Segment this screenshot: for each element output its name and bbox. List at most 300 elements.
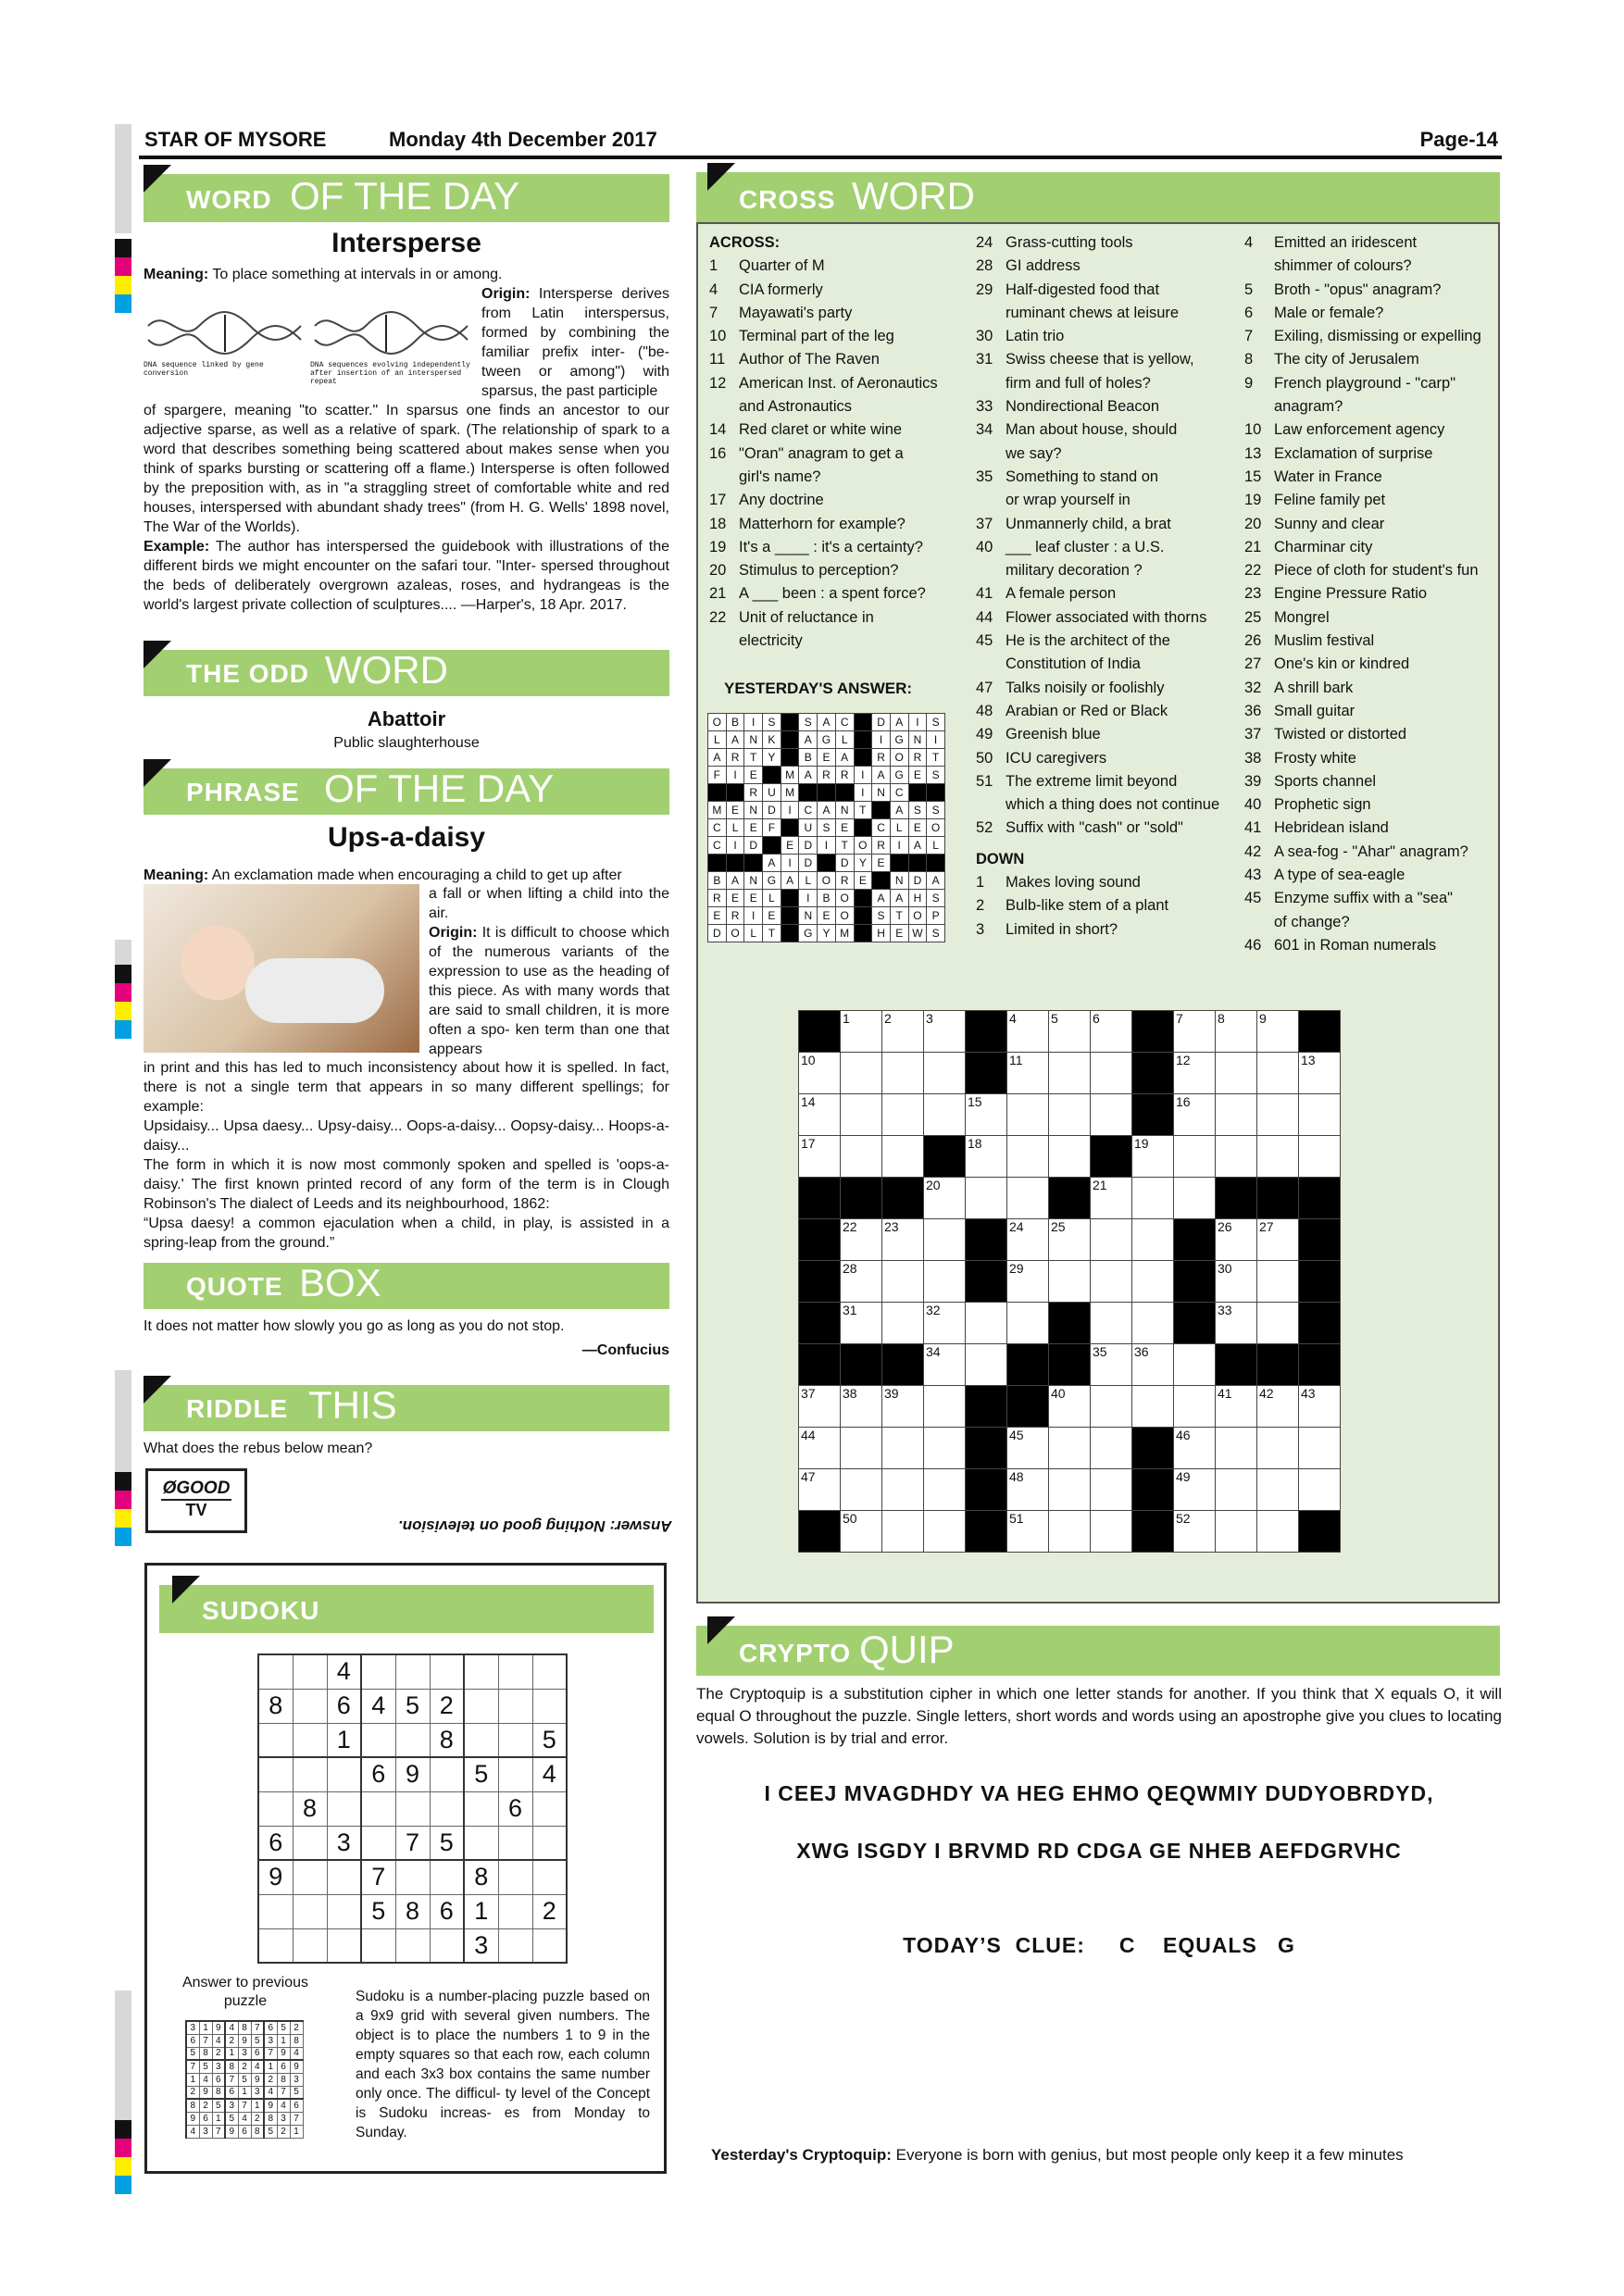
yesterday-cell: S bbox=[927, 890, 945, 907]
crossword-cell[interactable]: 23 bbox=[882, 1219, 924, 1261]
crossword-cell[interactable] bbox=[841, 1094, 882, 1136]
sudoku-cell[interactable] bbox=[361, 1826, 395, 1860]
sudoku-cell[interactable] bbox=[327, 1757, 361, 1791]
crossword-cell[interactable]: 25 bbox=[1049, 1219, 1091, 1261]
crossword-cell[interactable] bbox=[924, 1386, 966, 1428]
sudoku-cell[interactable] bbox=[361, 1928, 395, 1963]
crossword-cell[interactable] bbox=[1091, 1511, 1132, 1553]
crossword-cell bbox=[799, 1344, 841, 1386]
crossword-cell[interactable] bbox=[1007, 1136, 1049, 1178]
crossword-cell[interactable] bbox=[1049, 1469, 1091, 1511]
yesterday-cell bbox=[818, 855, 836, 872]
crossword-cell[interactable]: 22 bbox=[841, 1219, 882, 1261]
crossword-cell[interactable] bbox=[1091, 1428, 1132, 1469]
crossword-cell bbox=[1299, 1511, 1341, 1553]
crossword-cell[interactable] bbox=[841, 1136, 882, 1178]
sudoku-cell[interactable] bbox=[293, 1723, 327, 1757]
crossword-cell[interactable]: 44 bbox=[799, 1428, 841, 1469]
crossword-cell[interactable] bbox=[1132, 1386, 1174, 1428]
sudoku-cell[interactable]: 2 bbox=[532, 1894, 567, 1928]
crossword-cell[interactable]: 5 bbox=[1049, 1011, 1091, 1053]
sudoku-cell: 9 bbox=[225, 2125, 238, 2138]
crossword-cell[interactable] bbox=[882, 1511, 924, 1553]
sudoku-cell: 1 bbox=[212, 2112, 225, 2125]
sudoku-cell[interactable] bbox=[258, 1757, 293, 1791]
crossword-cell[interactable]: 31 bbox=[841, 1303, 882, 1344]
yesterday-cell: S bbox=[872, 907, 891, 925]
yesterday-cell: I bbox=[744, 714, 763, 731]
clue-item: 37 Twisted or distorted bbox=[1244, 726, 1407, 743]
sudoku-cell[interactable] bbox=[532, 1860, 567, 1894]
sudoku-cell[interactable] bbox=[498, 1689, 532, 1723]
sudoku-cell[interactable] bbox=[464, 1826, 498, 1860]
sudoku-cell[interactable]: 3 bbox=[327, 1826, 361, 1860]
crossword-cell[interactable] bbox=[1174, 1386, 1216, 1428]
crossword-cell[interactable] bbox=[882, 1303, 924, 1344]
crossword-cell[interactable]: 9 bbox=[1257, 1011, 1299, 1053]
sudoku-cell[interactable]: 9 bbox=[395, 1757, 430, 1791]
sudoku-cell: 9 bbox=[212, 2021, 225, 2034]
sudoku-cell[interactable]: 5 bbox=[532, 1723, 567, 1757]
sudoku-cell: 6 bbox=[212, 2073, 225, 2086]
sudoku-cell[interactable] bbox=[327, 1860, 361, 1894]
yesterday-cell: R bbox=[818, 767, 836, 784]
crossword-cell[interactable]: 13 bbox=[1299, 1053, 1341, 1094]
sudoku-cell[interactable]: 4 bbox=[532, 1757, 567, 1791]
sudoku-cell[interactable] bbox=[258, 1723, 293, 1757]
yesterday-cell bbox=[726, 784, 744, 802]
clue-item: 19 Feline family pet bbox=[1244, 492, 1386, 509]
crossword-cell[interactable]: 3 bbox=[924, 1011, 966, 1053]
yesterday-cell: A bbox=[781, 872, 799, 890]
crossword-cell[interactable] bbox=[1049, 1428, 1091, 1469]
crossword-cell[interactable] bbox=[966, 1303, 1007, 1344]
sudoku-cell: 2 bbox=[225, 2034, 238, 2047]
phrase-origin: a fall or when lifting a child into the air. Origin: It is difficult to choose which of the numerous variants of the expression to use as the heading of this piece. As with many words that are said to small children, it is more often a spo- ken term than one that appears bbox=[429, 886, 669, 1057]
crossword-cell[interactable] bbox=[882, 1428, 924, 1469]
crossword-cell[interactable] bbox=[1257, 1428, 1299, 1469]
crossword-cell[interactable] bbox=[1049, 1053, 1091, 1094]
crossword-cell[interactable]: 43 bbox=[1299, 1386, 1341, 1428]
color-mark bbox=[115, 2120, 131, 2139]
crossword-cell[interactable] bbox=[882, 1261, 924, 1303]
crossword-cell[interactable] bbox=[924, 1053, 966, 1094]
sudoku-cell[interactable] bbox=[430, 1791, 464, 1826]
yesterday-cell: R bbox=[708, 890, 727, 907]
sudoku-cell[interactable]: 8 bbox=[430, 1723, 464, 1757]
yesterday-cell: L bbox=[799, 872, 818, 890]
yesterday-label: YESTERDAY'S ANSWER: bbox=[724, 680, 913, 697]
crossword-cell[interactable] bbox=[1216, 1469, 1257, 1511]
sudoku-cell[interactable]: 1 bbox=[327, 1723, 361, 1757]
yesterday-cell: O bbox=[835, 907, 854, 925]
yesterday-cell: S bbox=[818, 819, 836, 837]
crossword-cell[interactable] bbox=[1007, 1094, 1049, 1136]
sudoku-grid[interactable] bbox=[257, 1653, 568, 1964]
clue-item: 32 A shrill bark bbox=[1244, 679, 1354, 696]
sudoku-cell: 5 bbox=[186, 2047, 199, 2060]
clue-item: 50 ICU caregivers bbox=[976, 749, 1107, 767]
crossword-grid[interactable] bbox=[798, 1010, 1341, 1553]
sudoku-cell: 3 bbox=[225, 2099, 238, 2112]
sudoku-cell[interactable]: 2 bbox=[430, 1689, 464, 1723]
sudoku-cell[interactable] bbox=[361, 1791, 395, 1826]
crossword-cell[interactable] bbox=[1174, 1178, 1216, 1219]
sudoku-cell[interactable]: 4 bbox=[361, 1689, 395, 1723]
sudoku-cell: 9 bbox=[238, 2034, 251, 2047]
crossword-cell[interactable] bbox=[1091, 1469, 1132, 1511]
sudoku-cell: 4 bbox=[199, 2073, 212, 2086]
sudoku-cell[interactable]: 6 bbox=[258, 1826, 293, 1860]
sudoku-cell: 1 bbox=[290, 2125, 303, 2138]
crossword-cell[interactable]: 37 bbox=[799, 1386, 841, 1428]
crossword-cell[interactable] bbox=[1049, 1261, 1091, 1303]
sudoku-cell[interactable]: 8 bbox=[293, 1791, 327, 1826]
sudoku-cell[interactable] bbox=[430, 1860, 464, 1894]
crossword-cell[interactable]: 2 bbox=[882, 1011, 924, 1053]
sudoku-cell[interactable] bbox=[258, 1894, 293, 1928]
clue-item: 51 The extreme limit beyond bbox=[976, 772, 1178, 790]
sudoku-cell[interactable] bbox=[395, 1791, 430, 1826]
crossword-cell bbox=[1049, 1344, 1091, 1386]
sudoku-cell[interactable]: 5 bbox=[430, 1826, 464, 1860]
sudoku-cell[interactable]: 7 bbox=[361, 1860, 395, 1894]
sudoku-cell[interactable] bbox=[327, 1928, 361, 1963]
sudoku-cell[interactable] bbox=[532, 1689, 567, 1723]
sudoku-cell[interactable] bbox=[498, 1654, 532, 1689]
sudoku-cell[interactable] bbox=[293, 1689, 327, 1723]
crossword-cell[interactable]: 47 bbox=[799, 1469, 841, 1511]
crossword-cell[interactable] bbox=[1216, 1053, 1257, 1094]
clue-item: 11 Author of The Raven bbox=[709, 351, 880, 368]
crossword-cell[interactable]: 29 bbox=[1007, 1261, 1049, 1303]
sudoku-cell: 8 bbox=[199, 2047, 212, 2060]
crossword-cell[interactable] bbox=[882, 1094, 924, 1136]
crossword-cell bbox=[882, 1178, 924, 1219]
crossword-cell[interactable]: 35 bbox=[1091, 1344, 1132, 1386]
yesterday-cell: S bbox=[927, 767, 945, 784]
crossword-cell[interactable] bbox=[841, 1053, 882, 1094]
clue-item: 46 601 in Roman numerals bbox=[1244, 936, 1437, 954]
margin-strip bbox=[115, 124, 131, 233]
crossword-cell[interactable] bbox=[1007, 1303, 1049, 1344]
crossword-cell[interactable] bbox=[924, 1261, 966, 1303]
crossword-cell[interactable] bbox=[1132, 1219, 1174, 1261]
yesterday-cell: I bbox=[872, 731, 891, 749]
sudoku-cell[interactable] bbox=[532, 1791, 567, 1826]
crossword-cell[interactable] bbox=[1132, 1303, 1174, 1344]
crossword-cell[interactable] bbox=[966, 1344, 1007, 1386]
sudoku-cell[interactable] bbox=[464, 1723, 498, 1757]
crossword-cell[interactable]: 1 bbox=[841, 1011, 882, 1053]
yesterday-cell: T bbox=[835, 837, 854, 855]
yesterday-cell: O bbox=[927, 819, 945, 837]
crossword-cell[interactable] bbox=[882, 1469, 924, 1511]
crossword-cell[interactable]: 45 bbox=[1007, 1428, 1049, 1469]
clue-item: 8 The city of Jerusalem bbox=[1244, 351, 1419, 368]
sudoku-cell[interactable] bbox=[464, 1654, 498, 1689]
crossword-cell[interactable] bbox=[1257, 1094, 1299, 1136]
color-mark bbox=[115, 257, 131, 276]
sudoku-cell[interactable]: 8 bbox=[464, 1860, 498, 1894]
yesterday-cell: Y bbox=[854, 855, 872, 872]
sudoku-cell[interactable] bbox=[258, 1654, 293, 1689]
sudoku-answer-grid bbox=[185, 2020, 304, 2139]
sudoku-cell[interactable]: 5 bbox=[395, 1689, 430, 1723]
yesterday-cell: D bbox=[908, 872, 927, 890]
sudoku-cell[interactable] bbox=[498, 1894, 532, 1928]
yesterday-cell: L bbox=[726, 819, 744, 837]
yesterday-cell bbox=[781, 925, 799, 942]
sudoku-cell[interactable]: 4 bbox=[327, 1654, 361, 1689]
sudoku-cell[interactable]: 1 bbox=[464, 1894, 498, 1928]
crossword-cell[interactable]: 36 bbox=[1132, 1344, 1174, 1386]
crossword-cell[interactable]: 50 bbox=[841, 1511, 882, 1553]
crossword-cell[interactable]: 48 bbox=[1007, 1469, 1049, 1511]
crossword-cell[interactable]: 30 bbox=[1216, 1261, 1257, 1303]
crossword-cell[interactable]: 52 bbox=[1174, 1511, 1216, 1553]
riddle-banner: RIDDLE THIS bbox=[144, 1385, 669, 1431]
crossword-cell[interactable]: 10 bbox=[799, 1053, 841, 1094]
crossword-cell[interactable] bbox=[1007, 1178, 1049, 1219]
clue-item: 16 "Oran" anagram to get a bbox=[709, 444, 904, 462]
sudoku-cell[interactable] bbox=[430, 1654, 464, 1689]
yesterday-cell: N bbox=[890, 872, 908, 890]
crossword-cell[interactable] bbox=[1174, 1344, 1216, 1386]
crossword-cell[interactable]: 17 bbox=[799, 1136, 841, 1178]
crossword-cell[interactable] bbox=[1299, 1469, 1341, 1511]
crossword-cell bbox=[1299, 1303, 1341, 1344]
yesterday-cell: U bbox=[799, 819, 818, 837]
yesterday-cell: E bbox=[908, 819, 927, 837]
clue-item: 49 Greenish blue bbox=[976, 726, 1101, 743]
sudoku-cell[interactable] bbox=[532, 1826, 567, 1860]
yesterday-cell: M bbox=[781, 767, 799, 784]
sudoku-cell[interactable] bbox=[293, 1654, 327, 1689]
sudoku-cell[interactable]: 6 bbox=[361, 1757, 395, 1791]
crossword-cell[interactable] bbox=[1299, 1428, 1341, 1469]
crossword-cell[interactable] bbox=[924, 1219, 966, 1261]
crossword-cell[interactable] bbox=[1216, 1428, 1257, 1469]
sudoku-cell[interactable]: 6 bbox=[498, 1791, 532, 1826]
crossword-cell[interactable]: 15 bbox=[966, 1094, 1007, 1136]
sudoku-cell[interactable] bbox=[293, 1928, 327, 1963]
sudoku-cell[interactable] bbox=[498, 1860, 532, 1894]
crossword-cell[interactable]: 12 bbox=[1174, 1053, 1216, 1094]
crossword-cell[interactable] bbox=[924, 1094, 966, 1136]
crossword-cell[interactable]: 24 bbox=[1007, 1219, 1049, 1261]
crossword-cell[interactable]: 40 bbox=[1049, 1386, 1091, 1428]
crossword-cell[interactable]: 8 bbox=[1216, 1011, 1257, 1053]
crossword-cell[interactable] bbox=[1216, 1136, 1257, 1178]
clue-item: 5 Broth - "opus" anagram? bbox=[1244, 281, 1442, 298]
crossword-cell[interactable] bbox=[1299, 1094, 1341, 1136]
sudoku-cell[interactable] bbox=[498, 1757, 532, 1791]
crossword-cell[interactable]: 33 bbox=[1216, 1303, 1257, 1344]
crossword-cell[interactable] bbox=[1091, 1303, 1132, 1344]
yesterday-cell: T bbox=[854, 802, 872, 819]
yesterday-cell: O bbox=[908, 907, 927, 925]
yesterday-cell: T bbox=[744, 749, 763, 767]
sudoku-cell[interactable] bbox=[395, 1860, 430, 1894]
sudoku-cell: 9 bbox=[199, 2086, 212, 2099]
crossword-cell bbox=[799, 1219, 841, 1261]
crossword-cell[interactable]: 41 bbox=[1216, 1386, 1257, 1428]
crossword-cell[interactable] bbox=[1049, 1511, 1091, 1553]
crossword-cell[interactable] bbox=[1091, 1386, 1132, 1428]
crossword-cell[interactable] bbox=[924, 1428, 966, 1469]
crossword-cell[interactable]: 14 bbox=[799, 1094, 841, 1136]
sudoku-cell[interactable] bbox=[293, 1826, 327, 1860]
yesterday-cell: W bbox=[908, 925, 927, 942]
sudoku-cell[interactable] bbox=[293, 1757, 327, 1791]
sudoku-cell[interactable]: 5 bbox=[464, 1757, 498, 1791]
sudoku-cell: 4 bbox=[238, 2112, 251, 2125]
crossword-cell[interactable] bbox=[1257, 1053, 1299, 1094]
sudoku-cell: 1 bbox=[225, 2047, 238, 2060]
sudoku-cell[interactable] bbox=[498, 1826, 532, 1860]
sudoku-cell[interactable]: 8 bbox=[258, 1689, 293, 1723]
sudoku-cell[interactable] bbox=[327, 1791, 361, 1826]
crossword-cell[interactable] bbox=[1257, 1136, 1299, 1178]
crossword-cell[interactable] bbox=[1257, 1261, 1299, 1303]
crossword-cell[interactable] bbox=[1257, 1469, 1299, 1511]
crossword-cell bbox=[1299, 1011, 1341, 1053]
crossword-cell[interactable]: 39 bbox=[882, 1386, 924, 1428]
crossword-cell[interactable]: 20 bbox=[924, 1178, 966, 1219]
crossword-cell[interactable] bbox=[882, 1136, 924, 1178]
margin-strip bbox=[115, 1370, 131, 1481]
sudoku-cell: 6 bbox=[290, 2099, 303, 2112]
clue-item: 21 Charminar city bbox=[1244, 538, 1373, 555]
sudoku-cell[interactable] bbox=[327, 1894, 361, 1928]
crossword-cell[interactable]: 16 bbox=[1174, 1094, 1216, 1136]
sudoku-cell: 7 bbox=[212, 2125, 225, 2138]
crossword-cell[interactable] bbox=[1049, 1136, 1091, 1178]
sudoku-cell[interactable]: 3 bbox=[464, 1928, 498, 1963]
crossword-cell[interactable] bbox=[1132, 1261, 1174, 1303]
yesterday-cell: G bbox=[890, 731, 908, 749]
crossword-cell[interactable]: 27 bbox=[1257, 1219, 1299, 1261]
crossword-cell[interactable] bbox=[1257, 1303, 1299, 1344]
color-mark bbox=[115, 276, 131, 294]
crossword-cell[interactable]: 38 bbox=[841, 1386, 882, 1428]
yesterday-cell: A bbox=[818, 714, 836, 731]
color-mark bbox=[115, 2139, 131, 2157]
crossword-cell[interactable] bbox=[841, 1428, 882, 1469]
sudoku-cell[interactable] bbox=[498, 1723, 532, 1757]
sudoku-cell[interactable] bbox=[293, 1860, 327, 1894]
crossword-cell bbox=[1007, 1386, 1049, 1428]
crossword-cell[interactable] bbox=[882, 1053, 924, 1094]
crossword-cell[interactable] bbox=[1216, 1511, 1257, 1553]
yesterday-cell: M bbox=[708, 802, 727, 819]
crossword-cell[interactable]: 28 bbox=[841, 1261, 882, 1303]
sudoku-cell[interactable] bbox=[361, 1723, 395, 1757]
sudoku-cell[interactable] bbox=[430, 1757, 464, 1791]
crossword-cell[interactable]: 7 bbox=[1174, 1011, 1216, 1053]
crossword-cell[interactable] bbox=[966, 1178, 1007, 1219]
yesterday-cell: Y bbox=[763, 749, 781, 767]
crossword-cell[interactable] bbox=[1132, 1178, 1174, 1219]
crossword-cell[interactable] bbox=[1091, 1094, 1132, 1136]
crossword-cell[interactable] bbox=[1174, 1136, 1216, 1178]
crossword-cell[interactable]: 46 bbox=[1174, 1428, 1216, 1469]
sudoku-cell: 8 bbox=[212, 2086, 225, 2099]
crossword-cell[interactable]: 49 bbox=[1174, 1469, 1216, 1511]
clue-item: 30 Latin trio bbox=[976, 328, 1065, 345]
sudoku-cell[interactable]: 7 bbox=[395, 1826, 430, 1860]
crossword-cell[interactable]: 26 bbox=[1216, 1219, 1257, 1261]
clue-item: 15 Water in France bbox=[1244, 468, 1382, 485]
crossword-cell[interactable] bbox=[1299, 1136, 1341, 1178]
sudoku-cell[interactable]: 5 bbox=[361, 1894, 395, 1928]
sudoku-cell: 6 bbox=[238, 2125, 251, 2138]
sudoku-cell[interactable]: 6 bbox=[430, 1894, 464, 1928]
sudoku-cell[interactable] bbox=[361, 1654, 395, 1689]
sudoku-cell[interactable] bbox=[498, 1928, 532, 1963]
sudoku-cell: 5 bbox=[264, 2125, 277, 2138]
sudoku-cell[interactable] bbox=[430, 1928, 464, 1963]
clue-item: 38 Frosty white bbox=[1244, 749, 1356, 767]
crossword-cell[interactable]: 6 bbox=[1091, 1011, 1132, 1053]
crossword-cell[interactable] bbox=[924, 1511, 966, 1553]
across-clues-col2 bbox=[976, 231, 1244, 942]
crossword-cell[interactable] bbox=[1091, 1261, 1132, 1303]
yesterday-cell: S bbox=[908, 802, 927, 819]
crossword-cell[interactable] bbox=[841, 1469, 882, 1511]
crossword-cell[interactable]: 42 bbox=[1257, 1386, 1299, 1428]
sudoku-cell[interactable] bbox=[395, 1654, 430, 1689]
sudoku-cell[interactable] bbox=[464, 1689, 498, 1723]
sudoku-cell[interactable] bbox=[395, 1723, 430, 1757]
sudoku-cell[interactable] bbox=[293, 1894, 327, 1928]
crossword-cell[interactable] bbox=[1091, 1053, 1132, 1094]
sudoku-cell[interactable]: 6 bbox=[327, 1689, 361, 1723]
sudoku-cell[interactable] bbox=[532, 1654, 567, 1689]
yesterday-cell: I bbox=[726, 767, 744, 784]
sudoku-cell[interactable]: 8 bbox=[395, 1894, 430, 1928]
crossword-cell[interactable]: 21 bbox=[1091, 1178, 1132, 1219]
yesterday-cell bbox=[781, 907, 799, 925]
crossword-cell[interactable] bbox=[1049, 1094, 1091, 1136]
crossword-cell[interactable]: 32 bbox=[924, 1303, 966, 1344]
crossword-cell[interactable]: 4 bbox=[1007, 1011, 1049, 1053]
crossword-cell[interactable] bbox=[1091, 1219, 1132, 1261]
sudoku-cell[interactable] bbox=[395, 1928, 430, 1963]
crossword-cell[interactable]: 18 bbox=[966, 1136, 1007, 1178]
crossword-cell[interactable] bbox=[1257, 1511, 1299, 1553]
yesterday-cell: R bbox=[872, 837, 891, 855]
crossword-cell[interactable] bbox=[1216, 1094, 1257, 1136]
yesterday-cell: E bbox=[818, 907, 836, 925]
yesterday-cell: D bbox=[872, 714, 891, 731]
clue-item: we say? bbox=[1006, 444, 1062, 462]
crossword-cell[interactable]: 11 bbox=[1007, 1053, 1049, 1094]
sudoku-cell[interactable]: 9 bbox=[258, 1860, 293, 1894]
crossword-cell[interactable]: 51 bbox=[1007, 1511, 1049, 1553]
crossword-cell[interactable] bbox=[924, 1469, 966, 1511]
yesterday-cell: D bbox=[763, 802, 781, 819]
sudoku-cell: 2 bbox=[238, 2060, 251, 2073]
crossword-cell[interactable]: 19 bbox=[1132, 1136, 1174, 1178]
crossword-cell bbox=[799, 1011, 841, 1053]
sudoku-cell[interactable] bbox=[258, 1928, 293, 1963]
sudoku-cell[interactable] bbox=[464, 1791, 498, 1826]
crossword-cell[interactable]: 34 bbox=[924, 1344, 966, 1386]
sudoku-cell[interactable] bbox=[258, 1791, 293, 1826]
sudoku-cell[interactable] bbox=[532, 1928, 567, 1963]
